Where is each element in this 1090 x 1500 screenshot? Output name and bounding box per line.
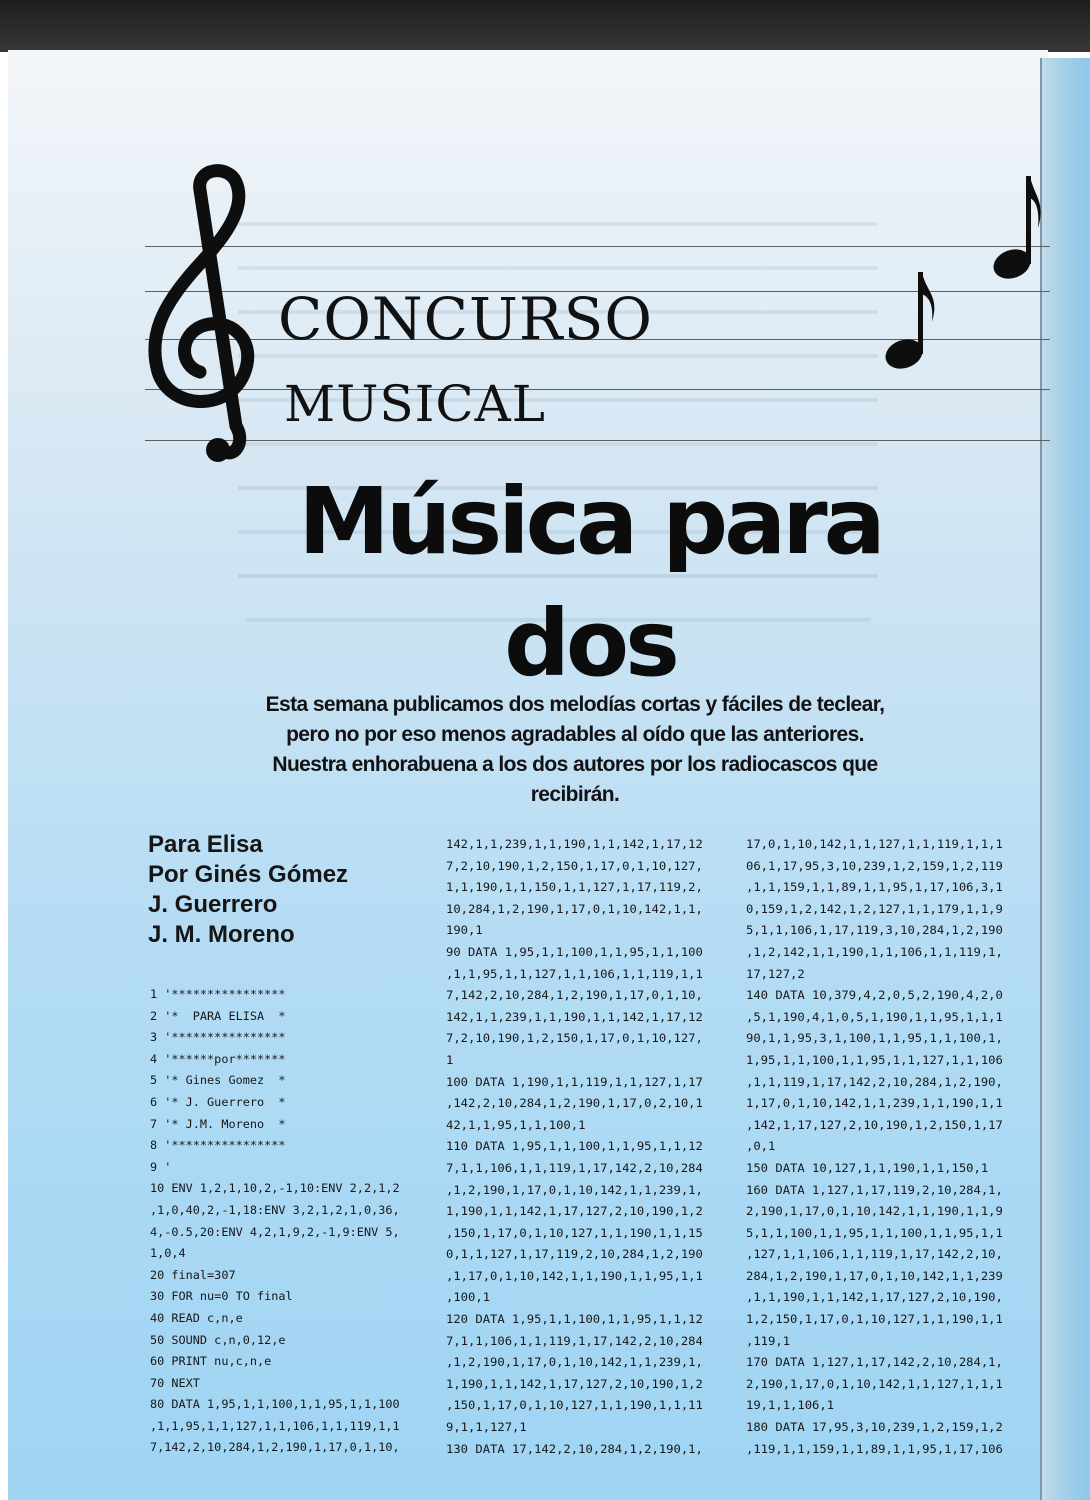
author-line: J. M. Moreno (148, 921, 295, 948)
code-line: ,1,1,190,1,1,142,1,17,127,2,10,190, (746, 1290, 1003, 1305)
code-line: 142,1,1,239,1,1,190,1,1,142,1,17,12 (446, 837, 703, 851)
code-line: 2,190,1,17,0,1,10,142,1,1,127,1,1,1 (746, 1376, 1003, 1391)
contest-title-line2: MUSICAL (284, 375, 546, 433)
code-line: ,0,1 (746, 1139, 776, 1154)
code-line: 10,284,1,2,190,1,17,0,1,10,142,1,1, (446, 901, 703, 916)
code-line: 30 FOR nu=0 TO final (150, 1289, 293, 1304)
code-line: 100 DATA 1,190,1,1,119,1,1,127,1,17 (446, 1074, 703, 1089)
code-line: 80 DATA 1,95,1,1,100,1,1,95,1,1,100 (150, 1397, 400, 1412)
author-line: Por Ginés Gómez (148, 861, 349, 888)
code-line: 42,1,1,95,1,1,100,1 (446, 1117, 586, 1132)
code-line: 06,1,17,95,3,10,239,1,2,159,1,2,119 (746, 858, 1003, 873)
author-line: J. Guerrero (148, 891, 278, 918)
code-line: 6 '* J. Guerrero * (150, 1094, 286, 1109)
code-line: 10 ENV 1,2,1,10,2,-1,10:ENV 2,2,1,2 (150, 1181, 400, 1196)
code-line: 7,2,10,190,1,2,150,1,17,0,1,10,127, (446, 1031, 703, 1046)
code-line: ,1,1,95,1,1,127,1,1,106,1,1,119,1,1 (150, 1418, 400, 1433)
code-line: ,100,1 (446, 1290, 491, 1305)
code-line: 1 (446, 1052, 454, 1067)
code-line: 2 '* PARA ELISA * (150, 1008, 286, 1023)
code-line: 9 ' (150, 1159, 172, 1174)
code-line: 110 DATA 1,95,1,1,100,1,1,95,1,1,12 (446, 1139, 703, 1154)
code-line: ,119,1 (746, 1333, 791, 1348)
code-listing-column-3 (746, 834, 1003, 1460)
program-title: Para Elisa (148, 831, 263, 858)
code-line: ,150,1,17,0,1,10,127,1,1,190,1,1,15 (446, 1225, 703, 1240)
staff-line (145, 389, 1050, 390)
code-line: 120 DATA 1,95,1,1,100,1,1,95,1,1,12 (446, 1312, 703, 1327)
code-line: 9,1,1,127,1 (446, 1420, 527, 1435)
code-line: 5,1,1,106,1,17,119,3,10,284,1,2,190 (746, 923, 1003, 938)
byline (148, 830, 348, 950)
code-line: ,1,1,159,1,1,89,1,1,95,1,17,106,3,1 (746, 880, 1003, 895)
code-line: ,142,1,17,127,2,10,190,1,2,150,1,17 (746, 1117, 1003, 1132)
code-line: 7,1,1,106,1,1,119,1,17,142,2,10,284 (446, 1333, 703, 1348)
eighth-note-icon (990, 170, 1042, 285)
code-line: 160 DATA 1,127,1,17,119,2,10,284,1, (746, 1182, 1003, 1197)
code-line: 140 DATA 10,379,4,2,0,5,2,190,4,2,0 (746, 988, 1003, 1003)
code-line: 4,-0.5,20:ENV 4,2,1,9,2,-1,9:ENV 5, (150, 1224, 400, 1239)
code-line: 7,142,2,10,284,1,2,190,1,17,0,1,10, (446, 988, 703, 1003)
code-line: 170 DATA 1,127,1,17,142,2,10,284,1, (746, 1355, 1003, 1370)
code-listing-column-2 (446, 834, 703, 1460)
code-line: 130 DATA 17,142,2,10,284,1,2,190,1, (446, 1441, 703, 1456)
staff-line (145, 440, 1050, 441)
code-line: 142,1,1,239,1,1,190,1,1,142,1,17,12 (446, 1009, 703, 1024)
code-line: 150 DATA 10,127,1,1,190,1,1,150,1 (746, 1160, 989, 1175)
code-line: 0,159,1,2,142,1,2,127,1,1,179,1,1,9 (746, 901, 1003, 916)
code-line: ,5,1,190,4,1,0,5,1,190,1,1,95,1,1,1 (746, 1009, 1003, 1024)
code-line: 1,0,4 (150, 1246, 186, 1261)
code-line: 17,127,2 (746, 966, 805, 981)
code-line: 17,0,1,10,142,1,1,127,1,1,119,1,1,1 (746, 837, 1003, 851)
staff-line (145, 246, 1050, 247)
code-line: ,1,1,95,1,1,127,1,1,106,1,1,119,1,1 (446, 966, 703, 981)
code-line: 4 '******por******* (150, 1051, 286, 1066)
code-line: ,142,2,10,284,1,2,190,1,17,0,2,10,1 (446, 1096, 703, 1111)
treble-clef-icon (140, 160, 270, 470)
code-line: ,1,0,40,2,-1,18:ENV 3,2,1,2,1,0,36, (150, 1202, 400, 1217)
code-line: 190,1 (446, 923, 483, 938)
code-line: 7,142,2,10,284,1,2,190,1,17,0,1,10, (150, 1440, 400, 1455)
code-line: 7 '* J.M. Moreno * (150, 1116, 286, 1131)
headline-line1: Música para (298, 468, 882, 575)
code-line: ,150,1,17,0,1,10,127,1,1,190,1,1,11 (446, 1398, 703, 1413)
intro-paragraph: Esta semana publicamos dos melodías cortas y fáciles de teclear, pero no por eso menos agradables al oído que las anteriores. Nuestra enhorabuena a los dos autores por los radiocascos que recibirán. (265, 693, 885, 806)
code-line: ,1,2,142,1,1,190,1,1,106,1,1,119,1, (746, 944, 1003, 959)
scan-background (0, 0, 1090, 52)
code-line: 1,2,150,1,17,0,1,10,127,1,1,190,1,1 (746, 1312, 1003, 1327)
headline-line2: dos (504, 590, 676, 697)
code-line: ,1,1,119,1,17,142,2,10,284,1,2,190, (746, 1074, 1003, 1089)
code-line: 90,1,1,95,3,1,100,1,1,95,1,1,100,1, (746, 1031, 1003, 1046)
code-line: ,1,17,0,1,10,142,1,1,190,1,1,95,1,1 (446, 1268, 703, 1283)
code-line: ,1,2,190,1,17,0,1,10,142,1,1,239,1, (446, 1355, 703, 1370)
code-line: 1,95,1,1,100,1,1,95,1,1,127,1,1,106 (746, 1052, 1003, 1067)
code-line: 60 PRINT nu,c,n,e (150, 1354, 272, 1369)
code-line: 70 NEXT (150, 1375, 200, 1390)
next-page-edge (1040, 58, 1090, 1500)
code-line: 1,17,0,1,10,142,1,1,239,1,1,190,1,1 (746, 1096, 1003, 1111)
code-line: 5,1,1,100,1,1,95,1,1,100,1,1,95,1,1 (746, 1225, 1003, 1240)
code-line: ,119,1,1,159,1,1,89,1,1,95,1,17,106 (746, 1441, 1003, 1456)
code-line: 8 '**************** (150, 1138, 286, 1153)
code-line: ,1,2,190,1,17,0,1,10,142,1,1,239,1, (446, 1182, 703, 1197)
eighth-note-icon (880, 266, 940, 376)
code-line: 3 '**************** (150, 1030, 286, 1045)
code-line: 0,1,1,127,1,17,119,2,10,284,1,2,190 (446, 1247, 703, 1262)
contest-title-line1: CONCURSO (278, 285, 653, 353)
code-line: 7,2,10,190,1,2,150,1,17,0,1,10,127, (446, 858, 703, 873)
code-line: 19,1,1,106,1 (746, 1398, 835, 1413)
code-line: 284,1,2,190,1,17,0,1,10,142,1,1,239 (746, 1268, 1003, 1283)
code-line: ,127,1,1,106,1,1,119,1,17,142,2,10, (746, 1247, 1003, 1262)
code-line: 7,1,1,106,1,1,119,1,17,142,2,10,284 (446, 1160, 703, 1175)
code-line: 40 READ c,n,e (150, 1310, 243, 1325)
code-line: 1,190,1,1,142,1,17,127,2,10,190,1,2 (446, 1204, 703, 1219)
code-line: 2,190,1,17,0,1,10,142,1,1,190,1,1,9 (746, 1204, 1003, 1219)
code-line: 5 '* Gines Gomez * (150, 1073, 286, 1088)
code-line: 20 final=307 (150, 1267, 236, 1282)
code-line: 180 DATA 17,95,3,10,239,1,2,159,1,2 (746, 1420, 1003, 1435)
code-line: 1,1,190,1,1,150,1,1,127,1,17,119,2, (446, 880, 703, 895)
code-listing-column-1 (150, 984, 400, 1459)
code-line: 1 '**************** (150, 987, 286, 1001)
code-line: 1,190,1,1,142,1,17,127,2,10,190,1,2 (446, 1376, 703, 1391)
code-line: 90 DATA 1,95,1,1,100,1,1,95,1,1,100 (446, 944, 703, 959)
code-line: 50 SOUND c,n,0,12,e (150, 1332, 286, 1347)
